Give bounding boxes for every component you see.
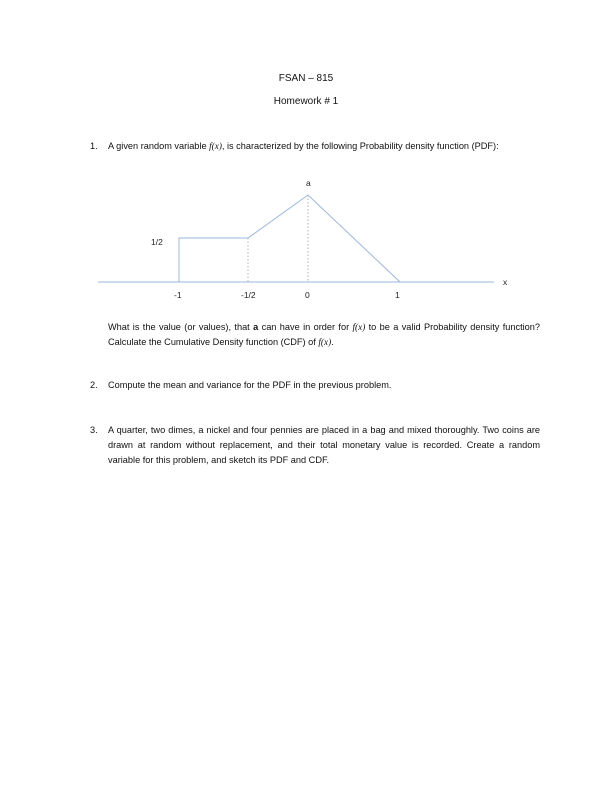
x-axis-label: x	[503, 277, 508, 287]
course-title: FSAN – 815	[278, 73, 334, 84]
problem-3-text: A quarter, two dimes, a nickel and four pennies are placed in a bag and mixed thoroughly. Two coins are drawn at random without replacement, and their total monetary value is recorded. Create a random variable for this problem, and sketch its PDF and CDF.	[108, 425, 540, 465]
question-text: to be a valid Probability density function? Calculate the Cumulative Density function (CDF) of	[108, 322, 540, 347]
tick-label: -1/2	[241, 290, 256, 300]
intro-text-end: , is characterized by the following Probability density function (PDF):	[221, 141, 499, 151]
question-text: .	[331, 337, 334, 347]
assignment-title: Homework # 1	[273, 96, 339, 107]
question-text: What is the value (or values), that	[108, 322, 254, 332]
tick-label: -1	[174, 290, 182, 300]
problem-number: 3.	[90, 425, 98, 435]
problem-2	[90, 378, 540, 393]
problem-number: 2.	[90, 380, 98, 390]
question-variable: a	[253, 322, 259, 332]
problem-3	[90, 423, 540, 468]
problem-number: 1.	[90, 141, 98, 151]
problem-2-text: Compute the mean and variance for the PDF in the previous problem.	[108, 380, 392, 390]
math-fx: f(x)	[352, 322, 366, 332]
pdf-line	[179, 195, 400, 282]
math-fx: f(x)	[209, 141, 222, 151]
math-fx: f(x)	[318, 337, 332, 347]
tick-label: 0	[305, 290, 310, 300]
pdf-graph	[0, 0, 612, 320]
problem-1-question	[108, 320, 540, 350]
peak-label: a	[306, 178, 311, 188]
intro-text: A given random variable	[108, 141, 210, 151]
y-label-half: 1/2	[151, 237, 163, 247]
tick-label: 1	[395, 290, 400, 300]
question-text: can have in order for	[258, 322, 353, 332]
